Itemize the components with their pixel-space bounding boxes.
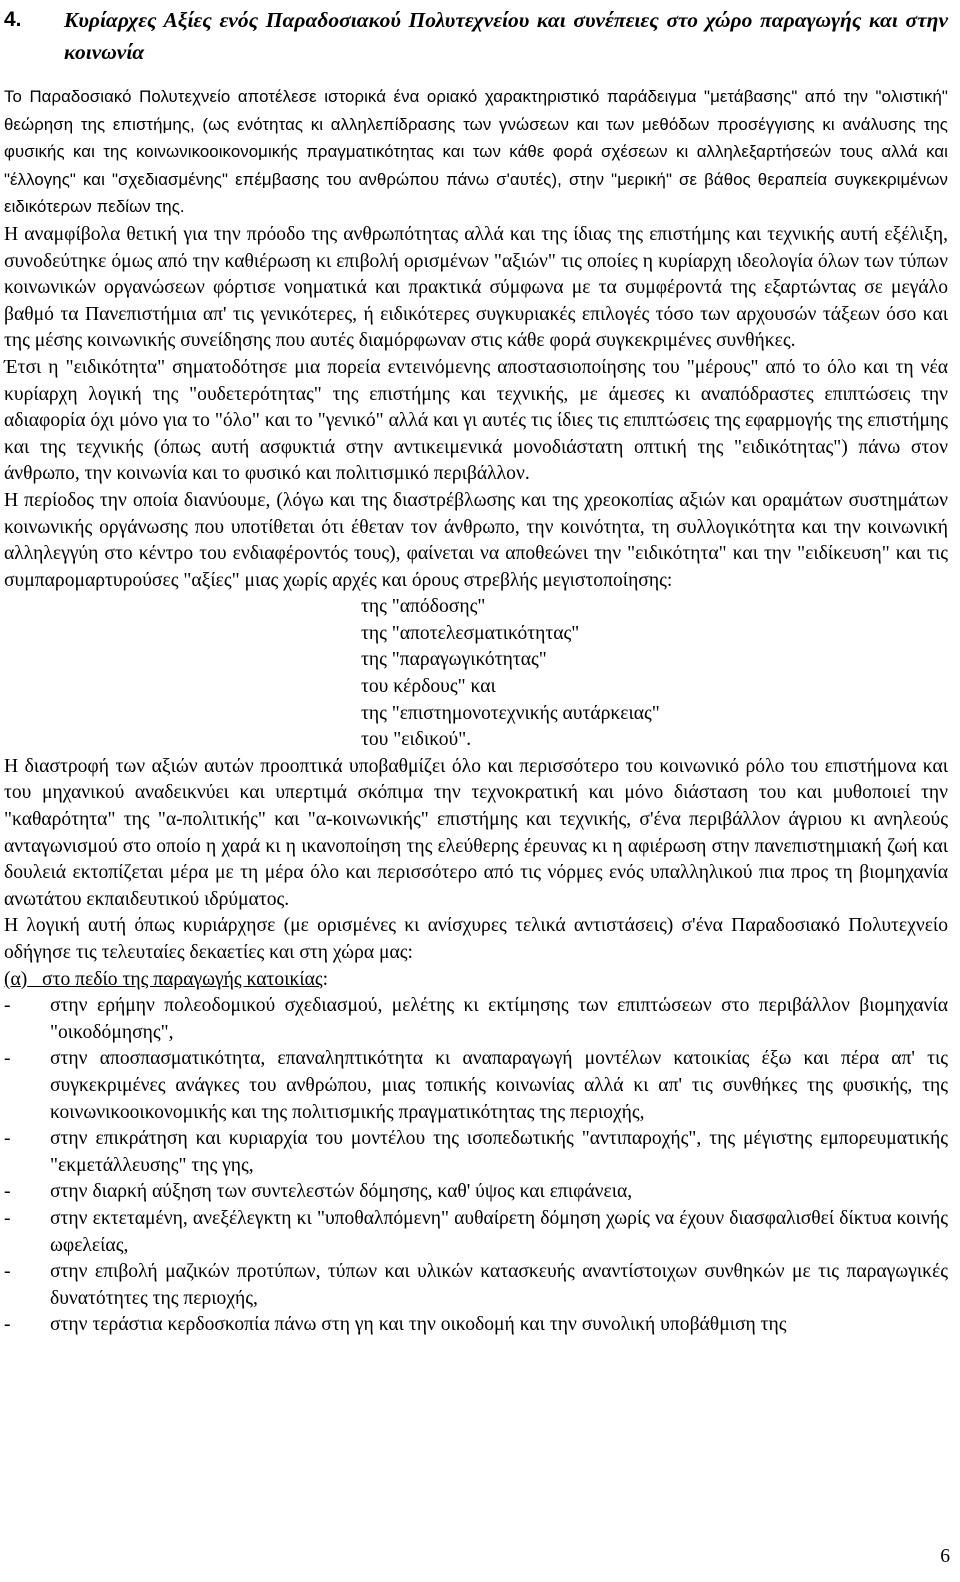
page-number: 6 <box>940 1546 950 1567</box>
bullet-dash: - <box>4 1048 11 1070</box>
intro-paragraph: Το Παραδοσιακό Πολυτεχνείο αποτέλεσε ιστορικά ένα οριακό χαρακτηριστικό παράδειγμα "μετάβασης" από την "ολιστική" θεώρηση της επιστήμης, (ως ενότητας κι αλληλεπίδρασης των γνώσεων και των μεθόδων προσέγγισης κι ανάλυσης της φυσικής και της κοινωνικοοικονομικής πραγματικότητας και των κάθε φορά σχέσεων κι αλληλεξαρτήσεών τους αλλά και "έλλογης" και "σχεδιασμένης" επέμβασης του ανθρώπου πάνω σ'αυτές), στην "μερική" σε βάθος θεραπεία συγκεκριμένων ειδικότερων πεδίων της. <box>4 87 948 217</box>
document-page <box>4 0 948 1339</box>
bullet-item <box>4 1126 948 1179</box>
values-list-item: του "ειδικού". <box>361 729 472 751</box>
bullet-dash: - <box>4 1128 11 1150</box>
values-list-item: του κέρδους" και <box>361 676 496 698</box>
bullet-dash: - <box>4 1181 11 1203</box>
bullet-item <box>4 993 948 1046</box>
bullet-text: στην ερήμην πολεοδομικού σχεδιασμού, μελέτης κι εκτίμησης των επιπτώσεων στο περιβάλλον βιομηχανία "οικοδόμησης", <box>50 995 948 1043</box>
bullet-text: στην τεράστια κερδοσκοπία πάνω στη γη και την οικοδομή και την συνολική υποβάθμιση της <box>50 1314 787 1336</box>
bullet-dash: - <box>4 1207 11 1229</box>
subsection-heading <box>4 967 948 994</box>
bullet-item <box>4 1046 948 1126</box>
bullet-item <box>4 1312 948 1339</box>
bullet-text: στην εκτεταμένη, ανεξέλεγκτη κι "υποθαλπόμενη" αυθαίρετη δόμηση χωρίς να έχουν διασφαλισθεί δίκτυα κοινής ωφελείας, <box>50 1207 948 1256</box>
subsection-label: (α) <box>4 968 28 990</box>
bullet-text: στην επιβολή μαζικών προτύπων, τύπων και υλικών κατασκευής αναντίστοιχων συνθηκών με τις παραγωγικές δυνατότητες της περιοχής, <box>50 1261 948 1309</box>
values-list <box>4 594 948 754</box>
body-paragraph: Έτσι η "ειδικότητα" σηματοδότησε μια πορεία εντεινόμενης αποστασιοποίησης του "μέρους" από το όλο και τη νέα κυρίαρχη λογική της "ουδετερότητας" της επιστήμης και τεχνικής, με άμεσες κι αναπόδραστες επιπτώσεις την αδιαφορία όχι μόνο για το "όλο" και το "γενικό" αλλά και γι αυτές τις ίδιες τις επιπτώσεις της εφαρμογής της επιστήμης και της τεχνικής (όπως αυτή ασφυκτιά στην αντικειμενικά μονοδιάστατη οπτική της "ειδικότητας") πάνω στον άνθρωπο, την κοινωνία και το φυσικό και πολιτισμικό περιβάλλον. <box>4 356 948 485</box>
values-list-item: της "απόδοσης" <box>361 596 486 618</box>
body-paragraph: Η λογική αυτή όπως κυριάρχησε (με ορισμένες κι ανίσχυρες τελικά αντιστάσεις) σ'ένα Παραδοσιακό Πολυτεχνείο οδήγησε τις τελευταίες δεκαετίες και στη χώρα μας: <box>4 915 948 963</box>
bullet-dash: - <box>4 995 11 1017</box>
bullet-item <box>4 1259 948 1312</box>
section-heading <box>4 4 948 68</box>
body-paragraph: Η περίοδος την οποία διανύουμε, (λόγω και της διαστρέβλωσης και της χρεοκοπίας αξιών και οραμάτων συστημάτων κοινωνικής οργάνωσης που υποτίθεται ότι έθεταν τον άνθρωπο, την κοινότητα, τη συλλογικότητα και την κοινωνική αλληλεγγύη στο κέντρο του ενδιαφέροντός τους), φαίνεται να αποθεώνει την "ειδικότητα" και την "ειδίκευση" και τις συμπαρομαρτυρούσες "αξίες" μιας χωρίς αρχές και όρους στρεβλής μεγιστοποίησης: <box>4 489 948 591</box>
bullet-dash: - <box>4 1261 11 1283</box>
bullet-item <box>4 1179 948 1206</box>
values-list-item: της "αποτελεσματικότητας" <box>361 622 580 644</box>
section-title: Κυρίαρχες Αξίες ενός Παραδοσιακού Πολυτεχνείου και συνέπειες στο χώρο παραγωγής και στην κοινωνία <box>64 8 948 64</box>
bullet-dash: - <box>4 1314 11 1336</box>
body-paragraph: Η αναμφίβολα θετική για την πρόοδο της ανθρωπότητας αλλά και της ίδιας της επιστήμης και τεχνικής αυτή εξέλιξη, συνοδεύτηκε όμως από την καθιέρωση κι επιβολή ορισμένων "αξιών" τις οποίες η κυρίαρχη ιδεολογία όλων των τύπων κοινωνικών οργανώσεων φόρτισε νοηματικά και πρακτικά σύμφωνα με τα συμφέροντά της εξαρτώντας σε μεγάλο βαθμό τα Πανεπιστήμια απ' τις γενικότερες, ή ειδικότερες συγκυριακές επιλογές τόσο των αρχουσών τάξεων όσο και της μέσης κοινωνικής συνείδησης που αυτές διαμόρφωναν στις κάθε φορά συγκεκριμένες συνθήκες. <box>4 223 948 352</box>
section-number: 4. <box>4 8 22 31</box>
values-list-item: της "επιστημονοτεχνικής αυτάρκειας" <box>361 702 660 724</box>
bullet-text: στην επικράτηση και κυριαρχία του μοντέλου της ισοπεδωτικής "αντιπαροχής", της μέγιστης εμπορευματικής "εκμετάλλευσης" της γης, <box>50 1128 948 1176</box>
bullet-text: στην αποσπασματικότητα, επαναληπτικότητα κι αναπαραγωγή μοντέλων κατοικίας έξω και πέρα απ' τις συγκεκριμένες ανάγκες του ανθρώπου, μιας τοπικής κοινωνίας αλλά κι απ' τις συνθήκες της φυσικής, της κοινωνικοοικονομικής και της πολιτισμικής πραγματικότητας της περιοχής, <box>50 1048 948 1123</box>
subsection-title: στο πεδίο της παραγωγής κατοικίας <box>42 968 323 990</box>
values-list-item: της "παραγωγικότητας" <box>361 649 547 671</box>
subsection-colon: : <box>322 968 329 990</box>
bullet-text: στην διαρκή αύξηση των συντελεστών δόμησης, καθ' ύψος και επιφάνεια, <box>50 1181 633 1203</box>
body-paragraph: Η διαστροφή των αξιών αυτών προοπτικά υποβαθμίζει όλο και περισσότερο του κοινωνικό ρόλο του επιστήμονα και του μηχανικού αναδεικνύει και υπερτιμά σκόπιμα την τεχνοκρατική και μόνο διάσταση του και μυθοποιεί την "καθαρότητα" της "α-πολιτικής" και "α-κοινωνικής" επιστήμης και τεχνικής, σ'ένα περιβάλλον άγριου κι ανηλεούς ανταγωνισμού στο οποίο η χαρά κι η ικανοποίηση της ελεύθερης έρευνας κι η αφιέρωση στην πανεπιστημιακή ζωή και δουλειά εκτοπίζεται μέρα με τη μέρα όλο και περισσότερο από τις νόρμες ενός υπαλληλικού πια προς τη βιομηχανία ανωτάτου εκπαιδευτικού ιδρύματος. <box>4 755 948 910</box>
bullet-list <box>4 993 948 1339</box>
bullet-item <box>4 1206 948 1259</box>
